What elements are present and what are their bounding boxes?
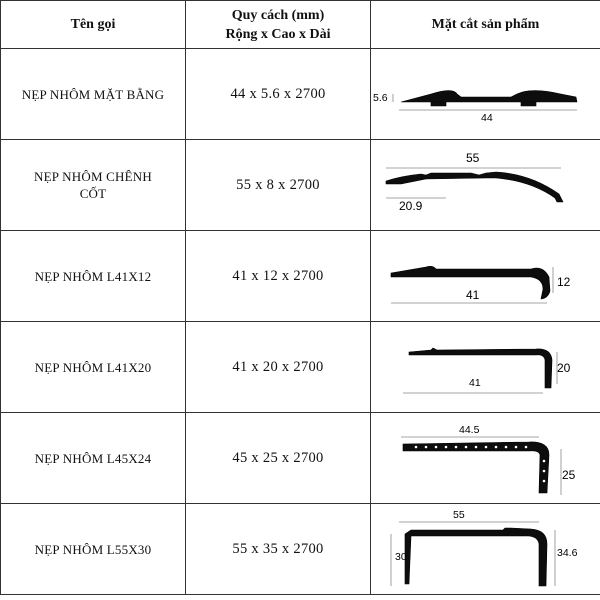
product-name-line1: NẸP NHÔM L45X24 (34, 450, 152, 466)
product-name (1, 140, 186, 231)
dim-label-width: 41 (466, 288, 480, 302)
table-row (1, 504, 600, 595)
product-name-line1: NẸP NHÔM L41X12 (34, 268, 152, 284)
dim-label-height: 5.6 (373, 92, 388, 104)
l-strip-41x20-profile-drawing (371, 322, 600, 412)
profile-shape (386, 172, 563, 202)
product-name-line1: NẸP NHÔM L55X30 (34, 541, 152, 557)
product-name (1, 322, 186, 413)
flat-strip-profile-drawing (371, 49, 600, 139)
cross-section-cell (371, 504, 600, 595)
dim-label-width: 44 (481, 112, 493, 124)
dim-label-left-height: 30 (395, 551, 407, 563)
table-row (1, 231, 600, 322)
product-name-line1: NẸP NHÔM MẶT BẰNG (21, 86, 165, 102)
dim-label-width: 41 (469, 377, 481, 389)
header-name (1, 1, 186, 49)
product-spec: 55 x 35 x 2700 (186, 504, 371, 595)
cross-section-cell (371, 231, 600, 322)
l-strip-45x25-profile-drawing (371, 413, 600, 503)
product-spec: 41 x 20 x 2700 (186, 322, 371, 413)
table-row (1, 413, 600, 504)
cross-section-cell (371, 49, 600, 140)
dim-label-right-height: 34.6 (557, 547, 578, 559)
product-name (1, 413, 186, 504)
product-name (1, 504, 186, 595)
profile-shape (401, 91, 577, 107)
cross-section-cell (371, 140, 600, 231)
cross-section-cell (371, 413, 600, 504)
product-spec: 55 x 8 x 2700 (186, 140, 371, 231)
dim-label-height: 25 (562, 468, 576, 482)
product-spec: 44 x 5.6 x 2700 (186, 49, 371, 140)
header-name-text: Tên gọi (70, 17, 116, 32)
dim-label-height: 12 (557, 275, 571, 289)
product-name (1, 49, 186, 140)
header-spec (186, 1, 371, 49)
header-spec-line2: Rộng x Cao x Dài (225, 26, 331, 42)
product-name-line2: CỐT (79, 186, 107, 201)
table-row (1, 140, 600, 231)
dim-label-height: 20 (557, 361, 571, 375)
header-section-text: Mặt cắt sản phẩm (431, 17, 540, 32)
cross-section-cell (371, 322, 600, 413)
product-name-line1: NẸP NHÔM L41X20 (34, 359, 152, 375)
profile-shape (405, 528, 547, 586)
product-name-line1: NẸP NHÔM CHÊNH (34, 169, 152, 184)
dim-label-width: 44.5 (459, 424, 480, 436)
table-row (1, 49, 600, 140)
product-spec: 45 x 25 x 2700 (186, 413, 371, 504)
table-row (1, 322, 600, 413)
dim-label-width: 55 (453, 509, 465, 521)
header-spec-line1: Quy cách (mm) (231, 7, 325, 23)
product-name (1, 231, 186, 322)
l-strip-55x35-profile-drawing (371, 504, 600, 594)
header-row (1, 1, 600, 49)
l-strip-41x12-profile-drawing (371, 231, 600, 321)
header-section (371, 1, 600, 49)
dim-label-width: 55 (466, 151, 480, 165)
dim-label-step: 20.9 (399, 199, 423, 213)
product-spec: 41 x 12 x 2700 (186, 231, 371, 322)
ramp-strip-profile-drawing (371, 140, 600, 230)
profile-shape (403, 442, 549, 493)
